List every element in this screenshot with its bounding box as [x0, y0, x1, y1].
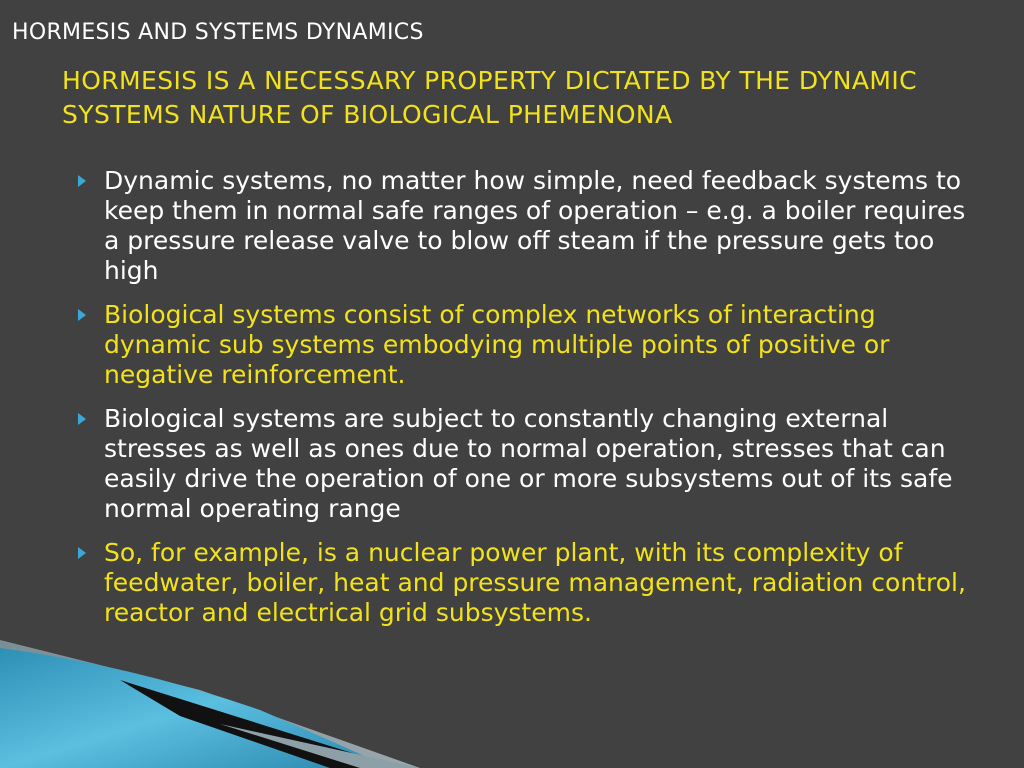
- bullet-item-1: [76, 166, 976, 286]
- triangle-right-icon: [78, 547, 86, 559]
- bullet-list: [76, 166, 976, 642]
- header-title: HORMESIS AND SYSTEMS DYNAMICS: [12, 20, 424, 45]
- bullet-text-3: Biological systems are subject to constantly changing external stresses as well as ones due to normal operation, stresses that can easily drive the operation of one or more subsystems out of its safe normal operating range: [104, 404, 953, 523]
- bullet-item-4: [76, 538, 976, 628]
- bullet-item-2: [76, 300, 976, 390]
- triangle-right-icon: [78, 309, 86, 321]
- bullet-text-2: Biological systems consist of complex networks of interacting dynamic sub systems embodying multiple points of positive or negative reinforcement.: [104, 300, 890, 389]
- triangle-right-icon: [78, 413, 86, 425]
- slide-title: HORMESIS IS A NECESSARY PROPERTY DICTATED BY THE DYNAMIC SYSTEMS NATURE OF BIOLOGICAL PHEMENONA: [62, 66, 917, 129]
- bullet-text-1: Dynamic systems, no matter how simple, need feedback systems to keep them in normal safe ranges of operation – e.g. a boiler requires a pressure release valve to blow off steam if the pressure gets too high: [104, 166, 966, 285]
- triangle-right-icon: [78, 175, 86, 187]
- bullet-item-3: [76, 404, 976, 524]
- bullet-text-4: So, for example, is a nuclear power plant, with its complexity of feedwater, boiler, heat and pressure management, radiation control, reactor and electrical grid subsystems.: [104, 538, 966, 627]
